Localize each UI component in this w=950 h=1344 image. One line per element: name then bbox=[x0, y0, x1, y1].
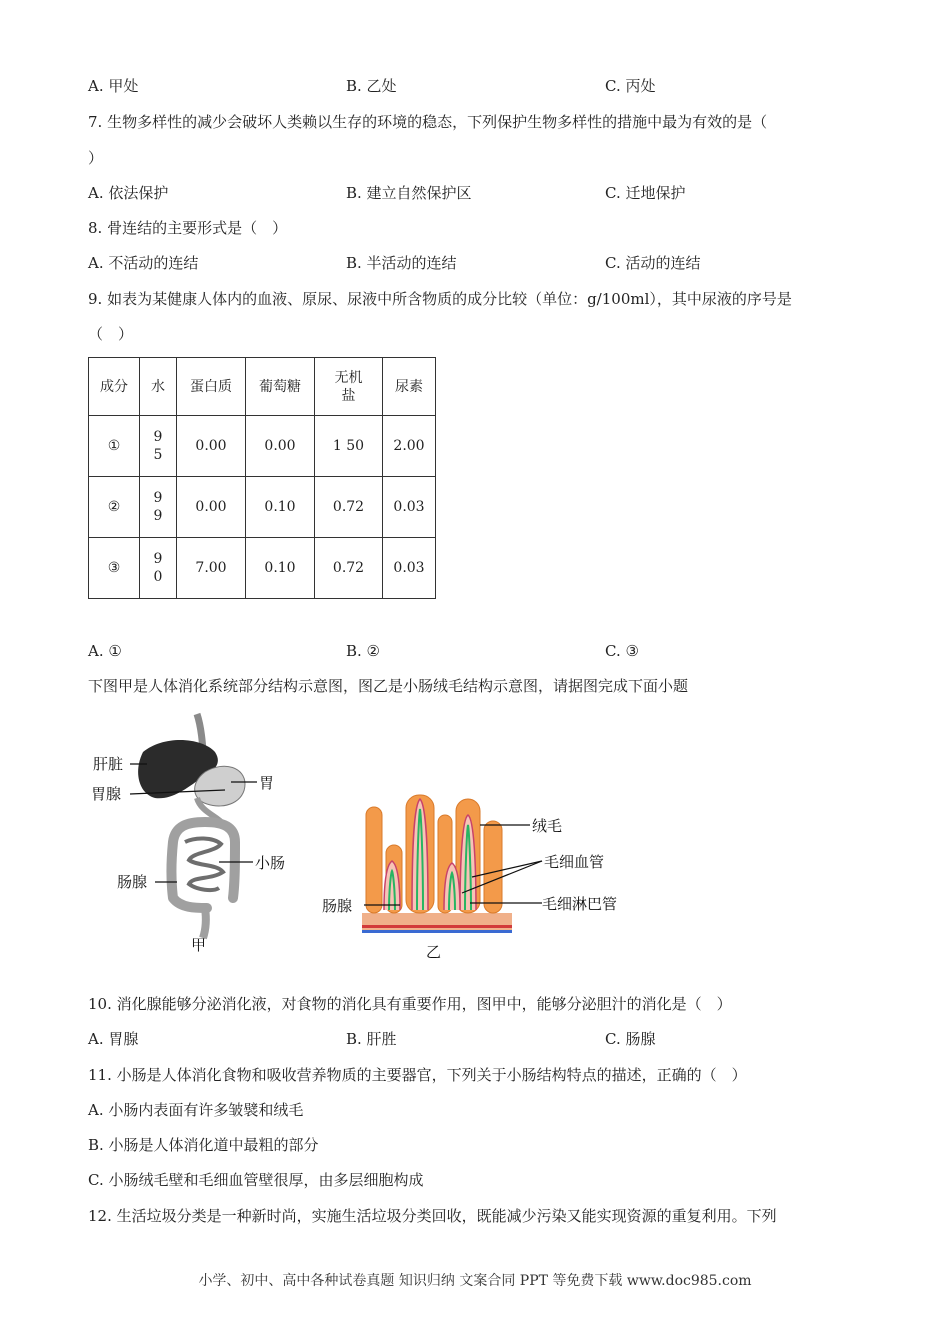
label-intestinal-gland: 肠腺 bbox=[117, 873, 148, 891]
q8-option-b: B. 半活动的连结 bbox=[346, 254, 457, 272]
q12-stem: 12. 生活垃圾分类是一种新时尚，实施生活垃圾分类回收，既能减少污染又能实现资源的重复利用。下列 bbox=[88, 1207, 777, 1225]
q10-stem: 10. 消化腺能够分泌消化液，对食物的消化具有重要作用，图甲中，能够分泌胆汁的消化是（ ） bbox=[88, 995, 732, 1013]
table-cell: ① bbox=[89, 416, 140, 477]
caption-yi: 乙 bbox=[426, 943, 442, 961]
label-stomach: 胃 bbox=[259, 774, 275, 792]
q10-option-a: A. 胃腺 bbox=[88, 1030, 139, 1048]
rectum-shape bbox=[203, 908, 206, 938]
q9-option-c: C. ③ bbox=[605, 642, 639, 660]
table-cell: 0.10 bbox=[246, 477, 315, 538]
table-cell: 2.00 bbox=[383, 416, 436, 477]
table-cell: 7.00 bbox=[177, 538, 246, 599]
label-small-intestine: 小肠 bbox=[255, 854, 286, 872]
digestive-system-figure bbox=[85, 712, 305, 957]
label-gastric-gland: 胃腺 bbox=[91, 785, 122, 803]
table-cell: 0.10 bbox=[246, 538, 315, 599]
q7-stem-line1: 7. 生物多样性的减少会破坏人类赖以生存的环境的稳态，下列保护生物多样性的措施中最为有效的是（ bbox=[88, 113, 768, 131]
composition-table bbox=[88, 357, 436, 599]
q6-option-b: B. 乙处 bbox=[346, 77, 397, 95]
q7-option-b: B. 建立自然保护区 bbox=[346, 184, 472, 202]
q10-option-c: C. 肠腺 bbox=[605, 1030, 656, 1048]
q6-option-a: A. 甲处 bbox=[88, 77, 139, 95]
q9-option-b: B. ② bbox=[346, 642, 381, 660]
q9-option-a: A. ① bbox=[88, 642, 122, 660]
q9-stem-line2: （ ） bbox=[88, 325, 134, 343]
q8-option-a: A. 不活动的连结 bbox=[88, 254, 199, 272]
q10-option-b: B. 肝胜 bbox=[346, 1030, 397, 1048]
label-liver: 肝脏 bbox=[93, 755, 124, 773]
table-row bbox=[89, 477, 436, 538]
q8-option-c: C. 活动的连结 bbox=[605, 254, 701, 272]
label-capillary: 毛细血管 bbox=[544, 853, 605, 871]
table-cell: 95 bbox=[140, 416, 177, 477]
q7-stem-line2: ） bbox=[88, 149, 104, 167]
table-cell: 99 bbox=[140, 477, 177, 538]
submucosa-line-red bbox=[362, 925, 512, 928]
q8-stem: 8. 骨连结的主要形式是（ ） bbox=[88, 219, 288, 237]
caption-jia: 甲 bbox=[191, 936, 207, 954]
table-header-cell: 无机盐 bbox=[315, 358, 383, 416]
table-header-cell: 成分 bbox=[89, 358, 140, 416]
q7-option-a: A. 依法保护 bbox=[88, 184, 169, 202]
table-header-cell bbox=[246, 358, 315, 416]
table-cell: 0.00 bbox=[177, 477, 246, 538]
table-header-cell: 尿素 bbox=[383, 358, 436, 416]
table-cell: 90 bbox=[140, 538, 177, 599]
table-row bbox=[89, 538, 436, 599]
q11-option-a: A. 小肠内表面有许多皱襞和绒毛 bbox=[88, 1101, 304, 1119]
table-cell: 0.72 bbox=[315, 477, 383, 538]
q9-stem-line1: 9. 如表为某健康人体内的血液、原尿、尿液中所含物质的成分比较（单位：g/100ml），其中尿液的序号是 bbox=[88, 290, 792, 308]
label-villus: 绒毛 bbox=[532, 817, 563, 835]
table-cell: 0.03 bbox=[383, 538, 436, 599]
submucosa-line-blue bbox=[362, 930, 512, 933]
table-cell: ③ bbox=[89, 538, 140, 599]
q11-stem: 11. 小肠是人体消化食物和吸收营养物质的主要器官，下列关于小肠结构特点的描述，正确的（ ） bbox=[88, 1066, 747, 1084]
q7-option-c: C. 迁地保护 bbox=[605, 184, 686, 202]
table-header-cell: 蛋白质 bbox=[177, 358, 246, 416]
table-cell: ② bbox=[89, 477, 140, 538]
figure-intro: 下图甲是人体消化系统部分结构示意图，图乙是小肠绒毛结构示意图，请据图完成下面小题 bbox=[88, 677, 689, 695]
q11-option-b: B. 小肠是人体消化道中最粗的部分 bbox=[88, 1136, 319, 1154]
table-header-cell: 水 bbox=[140, 358, 177, 416]
page-footer: 小学、初中、高中各种试卷真题 知识归纳 文案合同 PPT 等免费下载 www.doc985.com bbox=[198, 1273, 752, 1289]
small-intestine-shape bbox=[185, 838, 223, 890]
table-header-row bbox=[89, 358, 436, 416]
table-cell: 0.72 bbox=[315, 538, 383, 599]
q11-option-c: C. 小肠绒毛壁和毛细血管壁很厚，由多层细胞构成 bbox=[88, 1171, 424, 1189]
villus-figure bbox=[320, 785, 640, 965]
table-row bbox=[89, 416, 436, 477]
q6-option-c: C. 丙处 bbox=[605, 77, 656, 95]
label-lymph-capillary: 毛细淋巴管 bbox=[542, 895, 618, 913]
table-cell: 1 50 bbox=[315, 416, 383, 477]
table-cell: 0.00 bbox=[246, 416, 315, 477]
label-villus-intestinal-gland: 肠腺 bbox=[322, 897, 353, 915]
table-cell: 0.00 bbox=[177, 416, 246, 477]
table-cell: 0.03 bbox=[383, 477, 436, 538]
header-text: 葡萄糖 bbox=[259, 378, 301, 395]
